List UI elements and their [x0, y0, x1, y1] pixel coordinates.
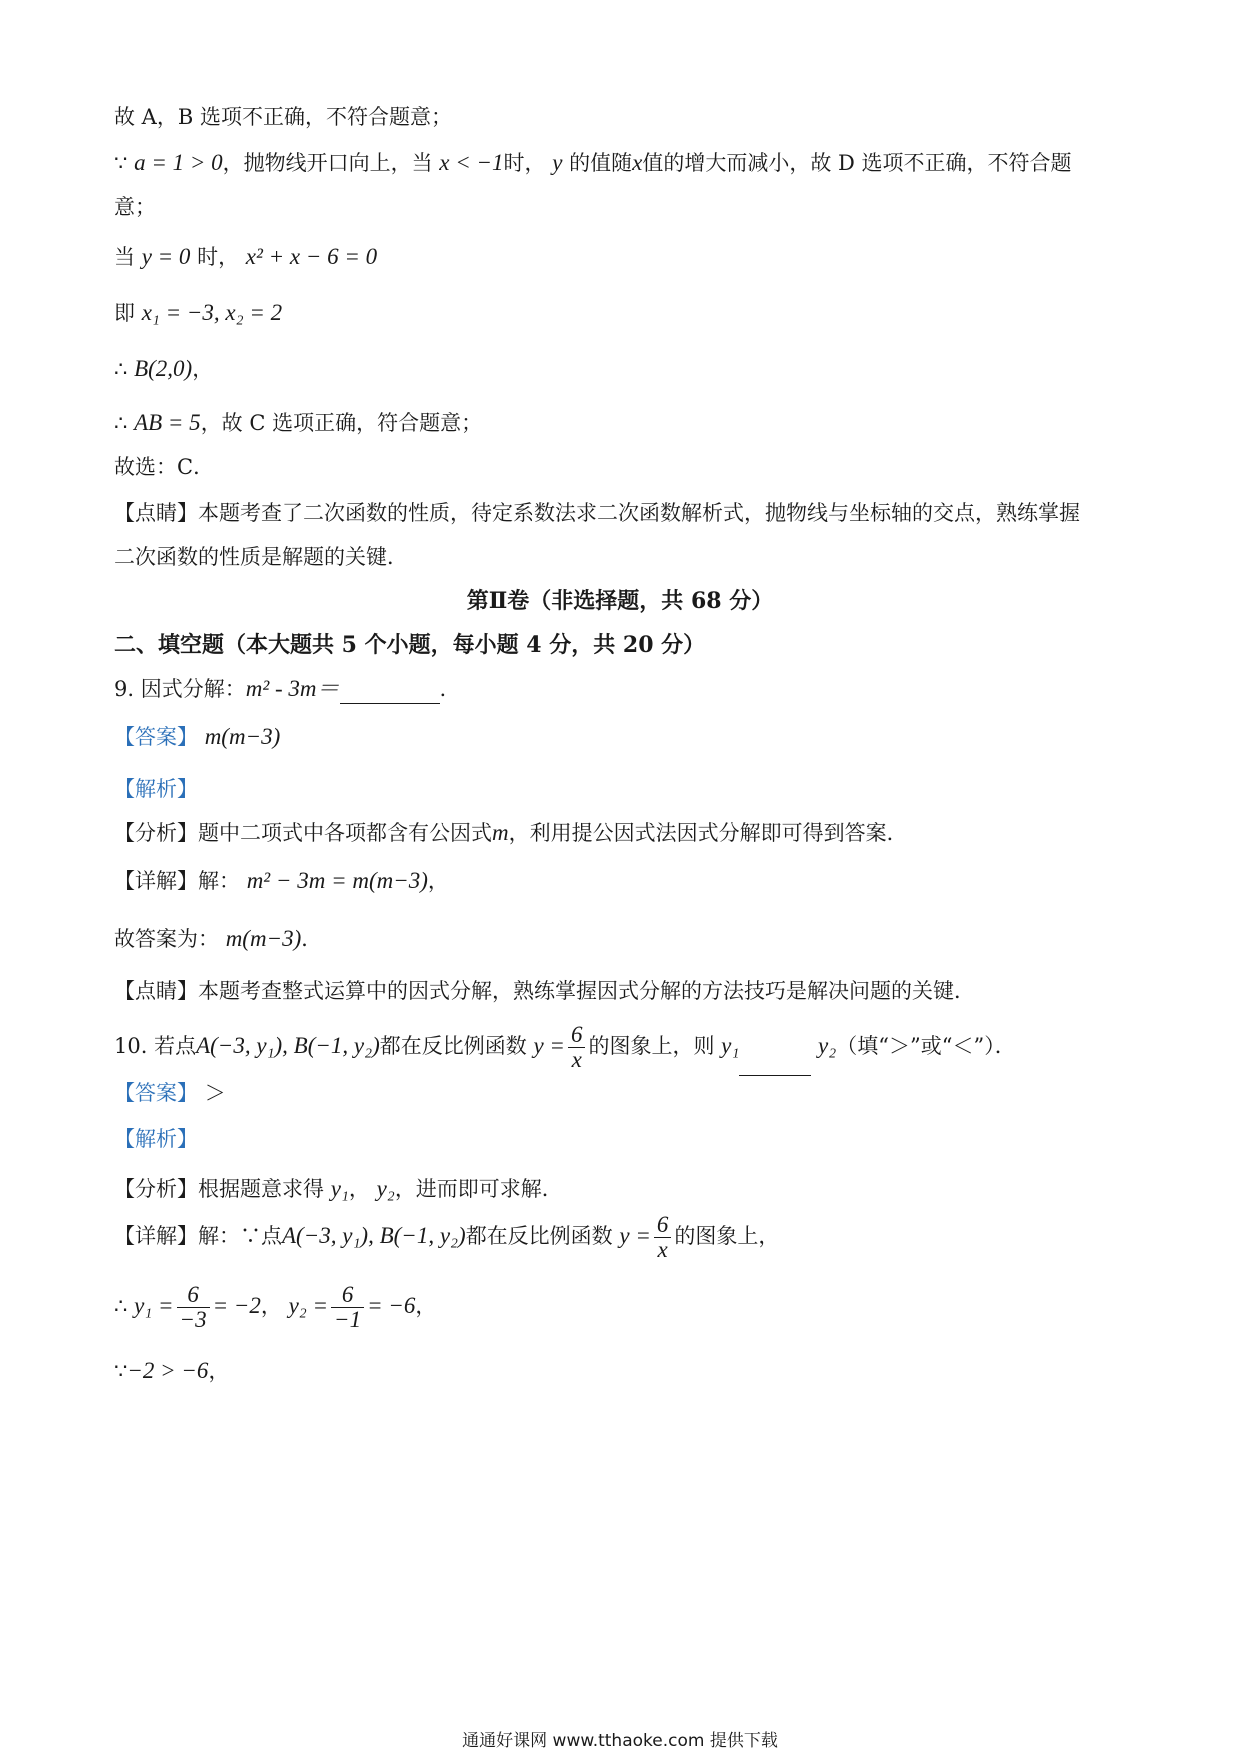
fraction-numerator: 6 [177, 1283, 210, 1308]
fraction-numerator: 6 [331, 1283, 364, 1308]
answer-value: ＞ [204, 1081, 226, 1105]
math-expression: A(−3, y₁), B(−1, y₂) [196, 1033, 380, 1058]
dianjing-tag: 【点睛】 [114, 501, 198, 525]
math-expression: m² − 3m = m(m−3) [246, 868, 428, 893]
math-expression: m(m−3) [225, 926, 302, 951]
math-expression: = −6 [367, 1293, 416, 1318]
math-expression: m [492, 820, 509, 845]
answer-blank [739, 1053, 811, 1076]
math-expression: y₁ = [134, 1293, 174, 1318]
text-line [114, 542, 408, 572]
analysis-line [114, 1124, 198, 1154]
text-span: 故选：C． [114, 455, 215, 479]
dianjing-tag: 【点睛】 [114, 979, 198, 1003]
text-line [114, 242, 377, 272]
text-line [114, 498, 1080, 528]
math-expression: y₁ [721, 1033, 740, 1058]
text-span: ， [427, 869, 449, 893]
math-expression: a = 1 > 0 [134, 150, 223, 175]
math-expression: y = [619, 1223, 651, 1248]
detail-tag: 【详解】 [114, 1224, 198, 1248]
step-line [114, 1276, 436, 1336]
question-10 [114, 1016, 1016, 1076]
text-span: 都在反比例函数 [379, 1034, 527, 1058]
fraction-denominator: x [657, 1237, 668, 1262]
part-heading: 二、填空题（本大题共 5 个小题，每小题 4 分，共 20 分） [114, 632, 706, 658]
answer-blank [340, 681, 440, 704]
text-span: ， [348, 1177, 370, 1201]
math-expression: y₁ [330, 1176, 349, 1201]
text-line [114, 354, 213, 384]
text-span: ， [260, 1294, 282, 1318]
analysis-tag: 【解析】 [114, 777, 198, 801]
answer-tag: 【答案】 [114, 725, 198, 749]
math-expression: m² - 3m＝ [245, 676, 340, 701]
text-span: 根据题意求得 [198, 1177, 324, 1201]
text-span: 都在反比例函数 [465, 1224, 613, 1248]
therefore-symbol: ∴ [114, 1294, 128, 1318]
page-footer: 通通好课网 www.tthaoke.com 提供下载 [462, 1731, 778, 1751]
text-span: ， [208, 1359, 230, 1383]
math-expression: −2 > −6 [127, 1358, 209, 1383]
math-expression: y₂ [818, 1033, 837, 1058]
text-line [114, 452, 214, 482]
text-span: 当 [114, 245, 135, 269]
fraction [654, 1213, 672, 1262]
final-answer-line [114, 924, 322, 954]
answer-line [114, 1078, 226, 1108]
detail-line [114, 1206, 779, 1266]
math-expression: B(2,0) [134, 356, 193, 381]
fraction [331, 1283, 364, 1332]
math-expression: x² + x − 6 = 0 [245, 244, 378, 269]
question-number: 9. [114, 677, 135, 701]
fraction-denominator: x [571, 1047, 582, 1072]
text-span: 解：∵点 [198, 1224, 282, 1248]
text-span: 二次函数的性质是解题的关键． [114, 545, 408, 569]
text-span: 意； [114, 195, 156, 219]
math-expression: x < −1 [439, 150, 504, 175]
text-span: 题中二项式中各项都含有公因式 [198, 821, 492, 845]
therefore-symbol: ∴ [114, 357, 128, 381]
fenxi-line [114, 1174, 563, 1204]
text-span: ，抛物线开口向上，当 [222, 151, 433, 175]
text-span: 的图象上， [674, 1224, 780, 1248]
analysis-line [114, 774, 198, 804]
question-text: 若点 [154, 1034, 197, 1058]
text-line [114, 148, 1072, 178]
math-expression: y [552, 150, 563, 175]
question-9 [114, 674, 446, 704]
text-line [114, 102, 452, 132]
text-span: 本题考查整式运算中的因式分解，熟练掌握因式分解的方法技巧是解决问题的关键． [198, 979, 975, 1003]
math-expression: y = 0 [141, 244, 191, 269]
text-span: 时， [503, 151, 546, 175]
text-span: . [439, 677, 447, 701]
text-line [114, 408, 482, 438]
text-line [114, 298, 282, 328]
detail-tag: 【详解】 [114, 869, 198, 893]
dianjing-line [114, 976, 975, 1006]
fraction-numerator: 6 [568, 1023, 586, 1048]
math-expression: y₂ = [288, 1293, 329, 1318]
analysis-tag: 【解析】 [114, 1127, 198, 1151]
text-span: ， [192, 357, 214, 381]
text-span: （填“＞”或“＜”）． [836, 1034, 1016, 1058]
text-span: 本题考查了二次函数的性质，待定系数法求二次函数解析式，抛物线与坐标轴的交点，熟练掌握 [198, 501, 1080, 525]
answer-tag: 【答案】 [114, 1081, 198, 1105]
fraction [177, 1283, 210, 1332]
math-expression: x [632, 150, 643, 175]
fenxi-tag: 【分析】 [114, 1177, 198, 1201]
question-text: 因式分解： [140, 677, 246, 701]
text-span: 时， [197, 245, 240, 269]
text-span: 解： [198, 869, 240, 893]
therefore-symbol: ∴ [114, 411, 128, 435]
text-span: 的值随 [569, 151, 633, 175]
text-span: 故 A，B 选项不正确，不符合题意； [114, 105, 452, 129]
text-span: ， [415, 1294, 437, 1318]
text-span: 值的增大而减小，故 D 选项不正确，不符合题 [642, 151, 1072, 175]
answer-line [114, 722, 280, 752]
fenxi-tag: 【分析】 [114, 821, 198, 845]
text-line [114, 192, 156, 222]
because-symbol: ∵ [114, 1359, 128, 1383]
fraction-denominator: −3 [179, 1307, 207, 1332]
fenxi-line [114, 818, 908, 848]
text-span: 即 [114, 301, 135, 325]
math-expression: y = [533, 1033, 565, 1058]
text-span: ． [301, 927, 323, 951]
text-span: ，故 C 选项正确，符合题意； [200, 411, 483, 435]
text-span: 的图象上，则 [588, 1034, 715, 1058]
text-span: ，进而即可求解． [394, 1177, 563, 1201]
math-expression: = −2 [212, 1293, 261, 1318]
fraction-numerator: 6 [654, 1213, 672, 1238]
math-expression: AB = 5 [134, 410, 201, 435]
math-expression: x₁ = −3, x₂ = 2 [141, 300, 283, 325]
section-title: 第Ⅱ卷（非选择题，共 68 分） [466, 588, 774, 614]
fraction-denominator: −1 [334, 1307, 362, 1332]
math-expression: y₂ [376, 1176, 395, 1201]
fraction [568, 1023, 586, 1072]
question-number: 10. [114, 1034, 148, 1058]
step-line [114, 1356, 229, 1386]
math-expression: m(m−3) [204, 724, 281, 749]
math-expression: A(−3, y₁), B(−1, y₂) [282, 1223, 466, 1248]
text-span: ，利用提公因式法因式分解即可得到答案． [508, 821, 908, 845]
because-symbol: ∵ [114, 151, 128, 175]
detail-line [114, 866, 449, 896]
text-span: 故答案为： [114, 927, 219, 951]
